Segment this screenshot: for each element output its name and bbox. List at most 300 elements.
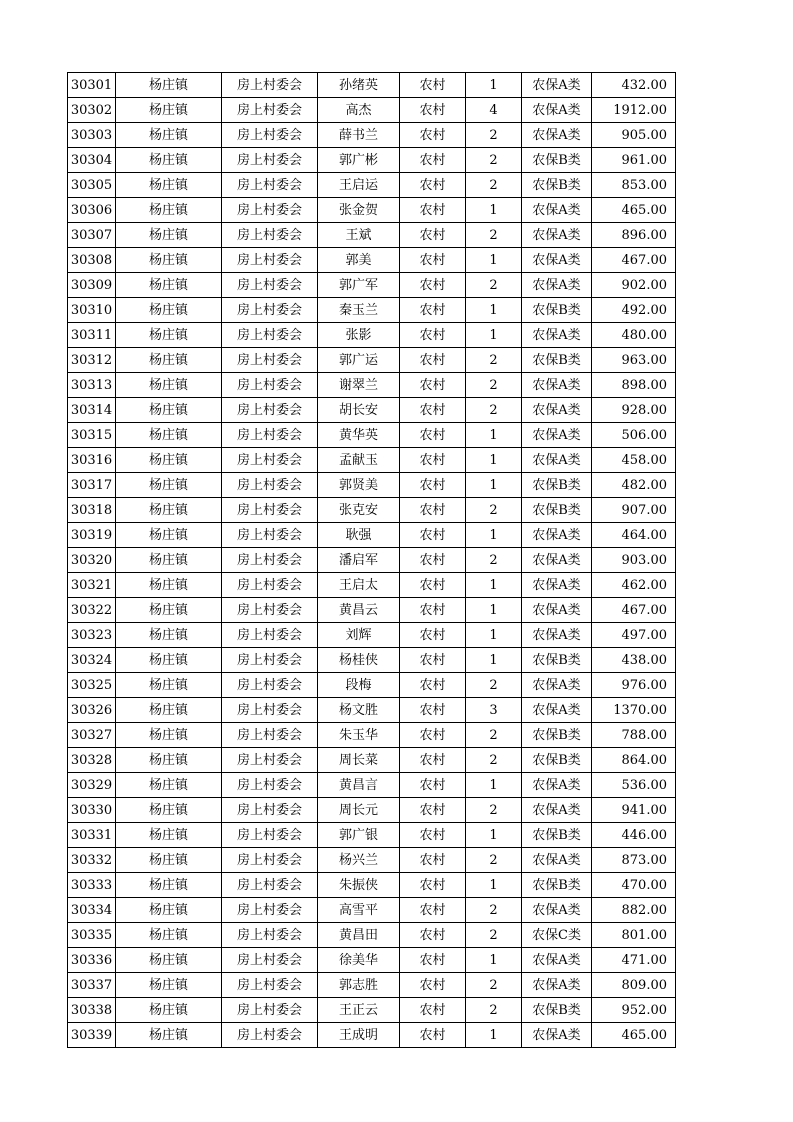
amount-cell: 896.00: [592, 223, 676, 248]
village-cell: 房上村委会: [222, 123, 318, 148]
count-cell: 2: [466, 798, 522, 823]
amount-cell: 471.00: [592, 948, 676, 973]
area-cell: 农村: [400, 948, 466, 973]
area-cell: 农村: [400, 598, 466, 623]
name-cell: 王启太: [318, 573, 400, 598]
name-cell: 郭广彬: [318, 148, 400, 173]
id-cell: 30305: [68, 173, 116, 198]
village-cell: 房上村委会: [222, 548, 318, 573]
name-cell: 张克安: [318, 498, 400, 523]
id-cell: 30335: [68, 923, 116, 948]
amount-cell: 492.00: [592, 298, 676, 323]
id-cell: 30337: [68, 973, 116, 998]
count-cell: 2: [466, 373, 522, 398]
count-cell: 1: [466, 573, 522, 598]
category-cell: 农保A类: [522, 398, 592, 423]
count-cell: 1: [466, 423, 522, 448]
category-cell: 农保B类: [522, 823, 592, 848]
area-cell: 农村: [400, 698, 466, 723]
count-cell: 2: [466, 348, 522, 373]
table-row: [68, 798, 676, 823]
area-cell: 农村: [400, 748, 466, 773]
village-cell: 房上村委会: [222, 348, 318, 373]
town-cell: 杨庄镇: [116, 98, 222, 123]
town-cell: 杨庄镇: [116, 148, 222, 173]
id-cell: 30321: [68, 573, 116, 598]
table-row: [68, 1023, 676, 1048]
town-cell: 杨庄镇: [116, 248, 222, 273]
name-cell: 王正云: [318, 998, 400, 1023]
category-cell: 农保B类: [522, 723, 592, 748]
area-cell: 农村: [400, 148, 466, 173]
table-row: [68, 648, 676, 673]
village-cell: 房上村委会: [222, 898, 318, 923]
count-cell: 2: [466, 498, 522, 523]
amount-cell: 465.00: [592, 198, 676, 223]
village-cell: 房上村委会: [222, 998, 318, 1023]
name-cell: 耿强: [318, 523, 400, 548]
category-cell: 农保B类: [522, 648, 592, 673]
amount-cell: 464.00: [592, 523, 676, 548]
table-row: [68, 573, 676, 598]
count-cell: 2: [466, 898, 522, 923]
town-cell: 杨庄镇: [116, 748, 222, 773]
amount-cell: 465.00: [592, 1023, 676, 1048]
area-cell: 农村: [400, 523, 466, 548]
table-row: [68, 248, 676, 273]
amount-cell: 809.00: [592, 973, 676, 998]
town-cell: 杨庄镇: [116, 773, 222, 798]
name-cell: 周长元: [318, 798, 400, 823]
id-cell: 30310: [68, 298, 116, 323]
table-row: [68, 398, 676, 423]
village-cell: 房上村委会: [222, 1023, 318, 1048]
table-row: [68, 523, 676, 548]
village-cell: 房上村委会: [222, 198, 318, 223]
category-cell: 农保B类: [522, 873, 592, 898]
id-cell: 30330: [68, 798, 116, 823]
table-row: [68, 298, 676, 323]
village-cell: 房上村委会: [222, 723, 318, 748]
village-cell: 房上村委会: [222, 648, 318, 673]
category-cell: 农保A类: [522, 273, 592, 298]
category-cell: 农保A类: [522, 223, 592, 248]
name-cell: 郭广银: [318, 823, 400, 848]
village-cell: 房上村委会: [222, 798, 318, 823]
category-cell: 农保A类: [522, 248, 592, 273]
id-cell: 30338: [68, 998, 116, 1023]
area-cell: 农村: [400, 323, 466, 348]
town-cell: 杨庄镇: [116, 348, 222, 373]
category-cell: 农保A类: [522, 573, 592, 598]
village-cell: 房上村委会: [222, 773, 318, 798]
amount-cell: 480.00: [592, 323, 676, 348]
town-cell: 杨庄镇: [116, 523, 222, 548]
count-cell: 2: [466, 273, 522, 298]
amount-cell: 801.00: [592, 923, 676, 948]
category-cell: 农保A类: [522, 548, 592, 573]
count-cell: 2: [466, 673, 522, 698]
town-cell: 杨庄镇: [116, 698, 222, 723]
amount-cell: 902.00: [592, 273, 676, 298]
category-cell: 农保A类: [522, 448, 592, 473]
name-cell: 黄昌田: [318, 923, 400, 948]
village-cell: 房上村委会: [222, 273, 318, 298]
id-cell: 30312: [68, 348, 116, 373]
table-row: [68, 673, 676, 698]
table-row: [68, 123, 676, 148]
amount-cell: 482.00: [592, 473, 676, 498]
amount-cell: 903.00: [592, 548, 676, 573]
area-cell: 农村: [400, 423, 466, 448]
amount-cell: 446.00: [592, 823, 676, 848]
amount-cell: 1370.00: [592, 698, 676, 723]
category-cell: 农保A类: [522, 1023, 592, 1048]
amount-cell: 882.00: [592, 898, 676, 923]
category-cell: 农保A类: [522, 773, 592, 798]
table-row: [68, 373, 676, 398]
category-cell: 农保A类: [522, 673, 592, 698]
name-cell: 孟献玉: [318, 448, 400, 473]
name-cell: 朱玉华: [318, 723, 400, 748]
amount-cell: 963.00: [592, 348, 676, 373]
table-row: [68, 223, 676, 248]
village-cell: 房上村委会: [222, 373, 318, 398]
count-cell: 2: [466, 723, 522, 748]
area-cell: 农村: [400, 923, 466, 948]
category-cell: 农保B类: [522, 473, 592, 498]
table-row: [68, 923, 676, 948]
id-cell: 30332: [68, 848, 116, 873]
count-cell: 1: [466, 448, 522, 473]
count-cell: 1: [466, 198, 522, 223]
amount-cell: 497.00: [592, 623, 676, 648]
town-cell: 杨庄镇: [116, 473, 222, 498]
area-cell: 农村: [400, 623, 466, 648]
table-row: [68, 73, 676, 98]
name-cell: 黄昌云: [318, 598, 400, 623]
name-cell: 郭贤美: [318, 473, 400, 498]
name-cell: 张金贺: [318, 198, 400, 223]
id-cell: 30316: [68, 448, 116, 473]
village-cell: 房上村委会: [222, 673, 318, 698]
category-cell: 农保A类: [522, 373, 592, 398]
table-row: [68, 748, 676, 773]
count-cell: 2: [466, 973, 522, 998]
village-cell: 房上村委会: [222, 98, 318, 123]
id-cell: 30318: [68, 498, 116, 523]
town-cell: 杨庄镇: [116, 123, 222, 148]
amount-cell: 458.00: [592, 448, 676, 473]
area-cell: 农村: [400, 473, 466, 498]
amount-cell: 898.00: [592, 373, 676, 398]
amount-cell: 864.00: [592, 748, 676, 773]
area-cell: 农村: [400, 648, 466, 673]
town-cell: 杨庄镇: [116, 398, 222, 423]
name-cell: 张影: [318, 323, 400, 348]
town-cell: 杨庄镇: [116, 573, 222, 598]
village-cell: 房上村委会: [222, 748, 318, 773]
count-cell: 1: [466, 73, 522, 98]
table-row: [68, 423, 676, 448]
amount-cell: 873.00: [592, 848, 676, 873]
id-cell: 30325: [68, 673, 116, 698]
amount-cell: 462.00: [592, 573, 676, 598]
name-cell: 刘辉: [318, 623, 400, 648]
table-body: [68, 73, 676, 1048]
name-cell: 朱振侠: [318, 873, 400, 898]
id-cell: 30302: [68, 98, 116, 123]
category-cell: 农保B类: [522, 748, 592, 773]
name-cell: 周长菜: [318, 748, 400, 773]
town-cell: 杨庄镇: [116, 448, 222, 473]
village-cell: 房上村委会: [222, 948, 318, 973]
village-cell: 房上村委会: [222, 323, 318, 348]
town-cell: 杨庄镇: [116, 873, 222, 898]
town-cell: 杨庄镇: [116, 998, 222, 1023]
count-cell: 2: [466, 748, 522, 773]
village-cell: 房上村委会: [222, 873, 318, 898]
category-cell: 农保A类: [522, 198, 592, 223]
town-cell: 杨庄镇: [116, 73, 222, 98]
table-row: [68, 998, 676, 1023]
count-cell: 1: [466, 773, 522, 798]
count-cell: 1: [466, 523, 522, 548]
area-cell: 农村: [400, 823, 466, 848]
area-cell: 农村: [400, 73, 466, 98]
amount-cell: 438.00: [592, 648, 676, 673]
name-cell: 杨文胜: [318, 698, 400, 723]
town-cell: 杨庄镇: [116, 1023, 222, 1048]
town-cell: 杨庄镇: [116, 548, 222, 573]
name-cell: 段梅: [318, 673, 400, 698]
town-cell: 杨庄镇: [116, 298, 222, 323]
area-cell: 农村: [400, 973, 466, 998]
village-cell: 房上村委会: [222, 498, 318, 523]
amount-cell: 1912.00: [592, 98, 676, 123]
table-row: [68, 773, 676, 798]
area-cell: 农村: [400, 773, 466, 798]
town-cell: 杨庄镇: [116, 223, 222, 248]
table-row: [68, 498, 676, 523]
id-cell: 30323: [68, 623, 116, 648]
id-cell: 30307: [68, 223, 116, 248]
village-cell: 房上村委会: [222, 473, 318, 498]
area-cell: 农村: [400, 248, 466, 273]
id-cell: 30315: [68, 423, 116, 448]
table-row: [68, 473, 676, 498]
area-cell: 农村: [400, 498, 466, 523]
category-cell: 农保A类: [522, 598, 592, 623]
category-cell: 农保A类: [522, 423, 592, 448]
table-row: [68, 98, 676, 123]
table-row: [68, 873, 676, 898]
category-cell: 农保B类: [522, 498, 592, 523]
name-cell: 黄华英: [318, 423, 400, 448]
category-cell: 农保A类: [522, 898, 592, 923]
town-cell: 杨庄镇: [116, 173, 222, 198]
name-cell: 郭美: [318, 248, 400, 273]
village-cell: 房上村委会: [222, 448, 318, 473]
town-cell: 杨庄镇: [116, 923, 222, 948]
count-cell: 2: [466, 398, 522, 423]
id-cell: 30324: [68, 648, 116, 673]
count-cell: 2: [466, 923, 522, 948]
amount-cell: 467.00: [592, 248, 676, 273]
amount-cell: 506.00: [592, 423, 676, 448]
name-cell: 谢翠兰: [318, 373, 400, 398]
area-cell: 农村: [400, 998, 466, 1023]
name-cell: 郭广运: [318, 348, 400, 373]
id-cell: 30326: [68, 698, 116, 723]
table-row: [68, 948, 676, 973]
count-cell: 2: [466, 173, 522, 198]
table-row: [68, 148, 676, 173]
name-cell: 胡长安: [318, 398, 400, 423]
area-cell: 农村: [400, 198, 466, 223]
village-cell: 房上村委会: [222, 423, 318, 448]
table-row: [68, 173, 676, 198]
amount-cell: 788.00: [592, 723, 676, 748]
area-cell: 农村: [400, 348, 466, 373]
village-cell: 房上村委会: [222, 573, 318, 598]
id-cell: 30333: [68, 873, 116, 898]
id-cell: 30301: [68, 73, 116, 98]
area-cell: 农村: [400, 723, 466, 748]
id-cell: 30322: [68, 598, 116, 623]
id-cell: 30320: [68, 548, 116, 573]
name-cell: 潘启军: [318, 548, 400, 573]
village-cell: 房上村委会: [222, 973, 318, 998]
town-cell: 杨庄镇: [116, 273, 222, 298]
count-cell: 1: [466, 873, 522, 898]
count-cell: 1: [466, 323, 522, 348]
category-cell: 农保B类: [522, 173, 592, 198]
category-cell: 农保A类: [522, 623, 592, 648]
count-cell: 1: [466, 473, 522, 498]
id-cell: 30329: [68, 773, 116, 798]
category-cell: 农保A类: [522, 948, 592, 973]
id-cell: 30308: [68, 248, 116, 273]
count-cell: 1: [466, 1023, 522, 1048]
id-cell: 30317: [68, 473, 116, 498]
area-cell: 农村: [400, 373, 466, 398]
area-cell: 农村: [400, 298, 466, 323]
id-cell: 30314: [68, 398, 116, 423]
count-cell: 1: [466, 648, 522, 673]
table-row: [68, 823, 676, 848]
data-table: [67, 72, 676, 1048]
village-cell: 房上村委会: [222, 623, 318, 648]
town-cell: 杨庄镇: [116, 798, 222, 823]
name-cell: 杨桂侠: [318, 648, 400, 673]
area-cell: 农村: [400, 173, 466, 198]
amount-cell: 928.00: [592, 398, 676, 423]
count-cell: 1: [466, 248, 522, 273]
category-cell: 农保A类: [522, 523, 592, 548]
count-cell: 1: [466, 298, 522, 323]
town-cell: 杨庄镇: [116, 823, 222, 848]
table-row: [68, 848, 676, 873]
count-cell: 4: [466, 98, 522, 123]
count-cell: 2: [466, 223, 522, 248]
table-row: [68, 723, 676, 748]
village-cell: 房上村委会: [222, 848, 318, 873]
area-cell: 农村: [400, 398, 466, 423]
name-cell: 郭志胜: [318, 973, 400, 998]
id-cell: 30311: [68, 323, 116, 348]
category-cell: 农保B类: [522, 348, 592, 373]
table-row: [68, 348, 676, 373]
amount-cell: 941.00: [592, 798, 676, 823]
count-cell: 1: [466, 598, 522, 623]
category-cell: 农保A类: [522, 98, 592, 123]
table-row: [68, 548, 676, 573]
category-cell: 农保B类: [522, 148, 592, 173]
category-cell: 农保A类: [522, 848, 592, 873]
area-cell: 农村: [400, 848, 466, 873]
amount-cell: 961.00: [592, 148, 676, 173]
table-row: [68, 973, 676, 998]
id-cell: 30306: [68, 198, 116, 223]
town-cell: 杨庄镇: [116, 848, 222, 873]
town-cell: 杨庄镇: [116, 373, 222, 398]
amount-cell: 853.00: [592, 173, 676, 198]
name-cell: 秦玉兰: [318, 298, 400, 323]
town-cell: 杨庄镇: [116, 423, 222, 448]
name-cell: 杨兴兰: [318, 848, 400, 873]
table-row: [68, 698, 676, 723]
village-cell: 房上村委会: [222, 173, 318, 198]
count-cell: 2: [466, 548, 522, 573]
count-cell: 2: [466, 998, 522, 1023]
area-cell: 农村: [400, 573, 466, 598]
count-cell: 3: [466, 698, 522, 723]
area-cell: 农村: [400, 873, 466, 898]
village-cell: 房上村委会: [222, 698, 318, 723]
name-cell: 王成明: [318, 1023, 400, 1048]
table-row: [68, 898, 676, 923]
amount-cell: 952.00: [592, 998, 676, 1023]
table-row: [68, 623, 676, 648]
id-cell: 30331: [68, 823, 116, 848]
id-cell: 30334: [68, 898, 116, 923]
category-cell: 农保A类: [522, 698, 592, 723]
name-cell: 王启运: [318, 173, 400, 198]
category-cell: 农保A类: [522, 798, 592, 823]
id-cell: 30309: [68, 273, 116, 298]
amount-cell: 536.00: [592, 773, 676, 798]
name-cell: 高雪平: [318, 898, 400, 923]
village-cell: 房上村委会: [222, 523, 318, 548]
category-cell: 农保A类: [522, 73, 592, 98]
amount-cell: 470.00: [592, 873, 676, 898]
name-cell: 薛书兰: [318, 123, 400, 148]
town-cell: 杨庄镇: [116, 948, 222, 973]
town-cell: 杨庄镇: [116, 323, 222, 348]
area-cell: 农村: [400, 898, 466, 923]
name-cell: 徐美华: [318, 948, 400, 973]
count-cell: 2: [466, 123, 522, 148]
count-cell: 1: [466, 948, 522, 973]
area-cell: 农村: [400, 123, 466, 148]
village-cell: 房上村委会: [222, 148, 318, 173]
id-cell: 30304: [68, 148, 116, 173]
id-cell: 30319: [68, 523, 116, 548]
area-cell: 农村: [400, 448, 466, 473]
table-row: [68, 198, 676, 223]
town-cell: 杨庄镇: [116, 198, 222, 223]
